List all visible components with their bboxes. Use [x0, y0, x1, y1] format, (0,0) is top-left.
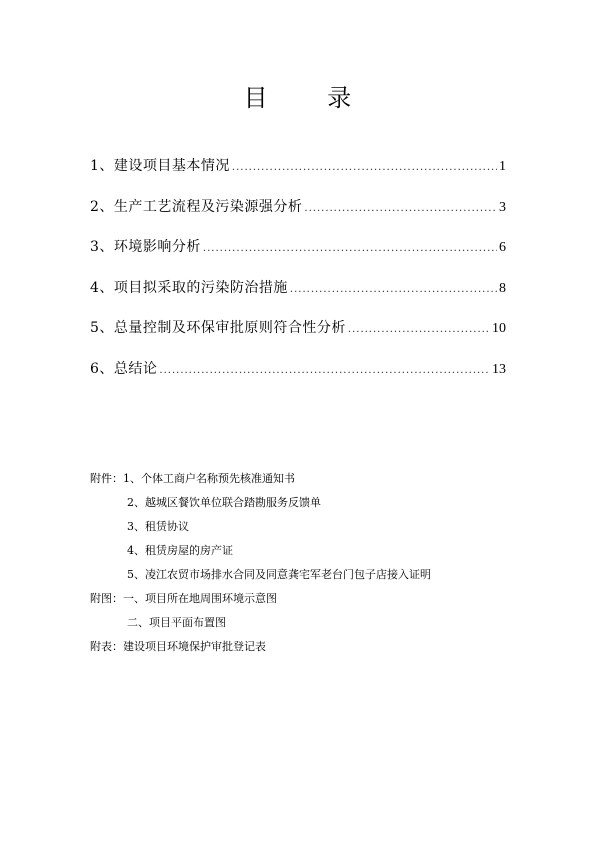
toc-entry-page: 6: [499, 240, 506, 255]
toc-entry-page: 13: [492, 361, 506, 377]
appendix-list: [90, 467, 530, 659]
toc-leader-dots: [159, 365, 490, 376]
table-of-contents: [90, 155, 506, 398]
toc-leader-dots: [203, 243, 497, 254]
table-item-text: 建设项目环境保护审批登记表: [123, 640, 266, 653]
attachment-item: [90, 515, 530, 539]
attachment-item: [90, 539, 530, 563]
toc-entry[interactable]: [90, 155, 506, 179]
toc-leader-dots: [232, 162, 497, 173]
page-title: 目 录: [243, 84, 378, 112]
toc-entry-label: 4、项目拟采取的污染防治措施: [90, 279, 288, 296]
toc-leader-dots: [290, 284, 497, 295]
toc-entry[interactable]: [90, 196, 506, 220]
toc-entry-label: 6、总结论: [90, 360, 158, 377]
attachment-item: [90, 563, 530, 587]
attachment-item-text: 4、租赁房屋的房产证: [127, 544, 233, 557]
toc-entry[interactable]: [90, 236, 506, 260]
toc-entry-label: 5、总量控制及环保审批原则符合性分析: [90, 320, 346, 336]
figures-label: 附图：: [90, 592, 123, 605]
toc-leader-dots: [348, 324, 490, 335]
toc-entry[interactable]: [90, 358, 506, 382]
figure-item-text: 二、项目平面布置图: [127, 616, 226, 629]
figure-item: [90, 587, 530, 611]
toc-entry[interactable]: [90, 277, 506, 301]
attachment-item-text: 1、个体工商户名称预先核准通知书: [123, 472, 295, 485]
figure-item-text: 一、项目所在地周围环境示意图: [123, 592, 277, 605]
attachment-item-text: 3、租赁协议: [127, 520, 189, 533]
attachments-label: 附件：: [90, 472, 123, 485]
toc-entry-page: 8: [499, 280, 506, 296]
toc-entry[interactable]: [90, 317, 506, 341]
tables-label: 附表：: [90, 640, 123, 653]
attachment-item-text: 2、越城区餐饮单位联合踏勘服务反馈单: [127, 496, 321, 509]
toc-entry-page: 1: [499, 159, 506, 174]
table-item: [90, 635, 530, 659]
toc-entry-label: 3、环境影响分析: [90, 239, 201, 255]
toc-entry-page: 10: [492, 321, 506, 336]
figure-item: [90, 611, 530, 635]
toc-entry-label: 1、建设项目基本情况: [90, 158, 230, 174]
attachment-item: [90, 467, 530, 491]
toc-entry-label: 2、生产工艺流程及污染源强分析: [90, 198, 303, 215]
attachment-item: [90, 491, 530, 515]
attachment-item-text: 5、凌江农贸市场排水合同及同意龚宅军老台门包子店接入证明: [127, 568, 431, 581]
toc-leader-dots: [304, 203, 497, 214]
toc-entry-page: 3: [499, 199, 506, 215]
